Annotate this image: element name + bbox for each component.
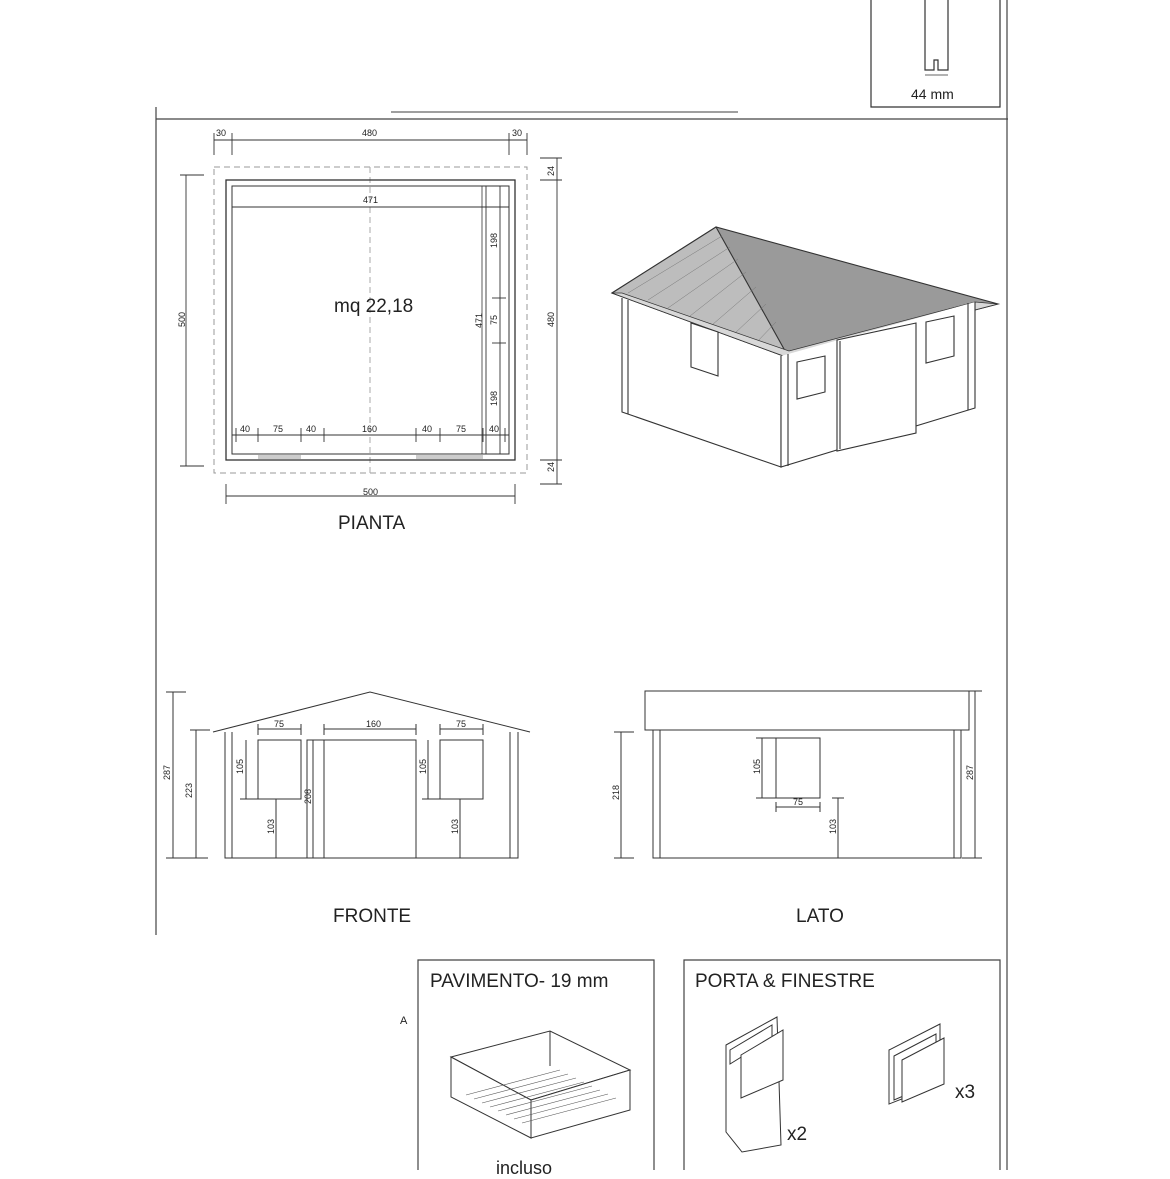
dim-right-mid: 75 [489,314,499,325]
window-panels-illustration [889,1024,944,1104]
front-window-height-left: 105 [235,758,245,774]
front-door-height: 208 [303,788,313,804]
doors-box-title: PORTA & FINESTRE [695,971,875,992]
sheet-frame [156,0,1008,1170]
dim-right-upper: 198 [489,232,499,248]
front-total-height: 287 [162,764,172,780]
side-window-height: 105 [752,758,762,774]
dim-opening-5: 40 [422,424,433,434]
dim-top-left: 30 [216,128,227,138]
profile-thickness-label: 44 mm [911,86,954,102]
dim-opening-6: 75 [456,424,467,434]
side-sill: 103 [828,818,838,834]
plan-title: PIANTA [338,513,406,534]
front-window-width-right: 75 [456,719,467,729]
floor-box-title: PAVIMENTO- 19 mm [430,971,609,992]
stray-mark: A [400,1015,408,1027]
side-dimension-labels [611,759,975,834]
front-sill-right: 103 [450,818,460,834]
dim-top-mid: 480 [362,128,378,138]
door-quantity: x2 [787,1124,808,1145]
side-elevation [614,691,982,858]
side-title: LATO [796,906,844,927]
dim-opening-4: 160 [362,424,378,434]
dim-bottom-small: 24 [546,461,556,472]
dim-opening-2: 75 [273,424,284,434]
side-window-width: 75 [793,797,804,807]
dim-left-height: 500 [177,311,187,327]
side-total-height: 287 [965,764,975,780]
dim-opening-7: 40 [489,424,500,434]
dim-right-lower: 198 [489,390,499,406]
dim-opening-3: 40 [306,424,317,434]
front-sill-left: 103 [266,818,276,834]
front-dimension-labels [162,719,466,834]
front-window-height-right: 105 [418,758,428,774]
dim-top-right: 30 [512,128,523,138]
dim-bottom-width: 500 [363,487,379,497]
dim-opening-1: 40 [240,424,251,434]
floor-kit-illustration [451,1031,630,1138]
front-elevation [166,692,530,858]
front-door-width: 160 [366,719,382,729]
side-wall-height: 218 [611,784,621,800]
dim-inner-width: 471 [363,195,379,205]
front-wall-height: 223 [184,782,194,798]
window-quantity: x3 [955,1082,976,1103]
dim-outer-right: 480 [546,311,556,327]
isometric-view [612,227,998,467]
front-window-width-left: 75 [274,719,285,729]
floor-box-caption: incluso [496,1158,553,1178]
door-panels-illustration [726,1017,783,1152]
floor-plan [180,133,562,504]
front-title: FRONTE [333,906,412,927]
dim-top-small: 24 [546,165,556,176]
area-label: mq 22,18 [334,296,414,317]
dim-inner-height: 471 [474,312,484,328]
